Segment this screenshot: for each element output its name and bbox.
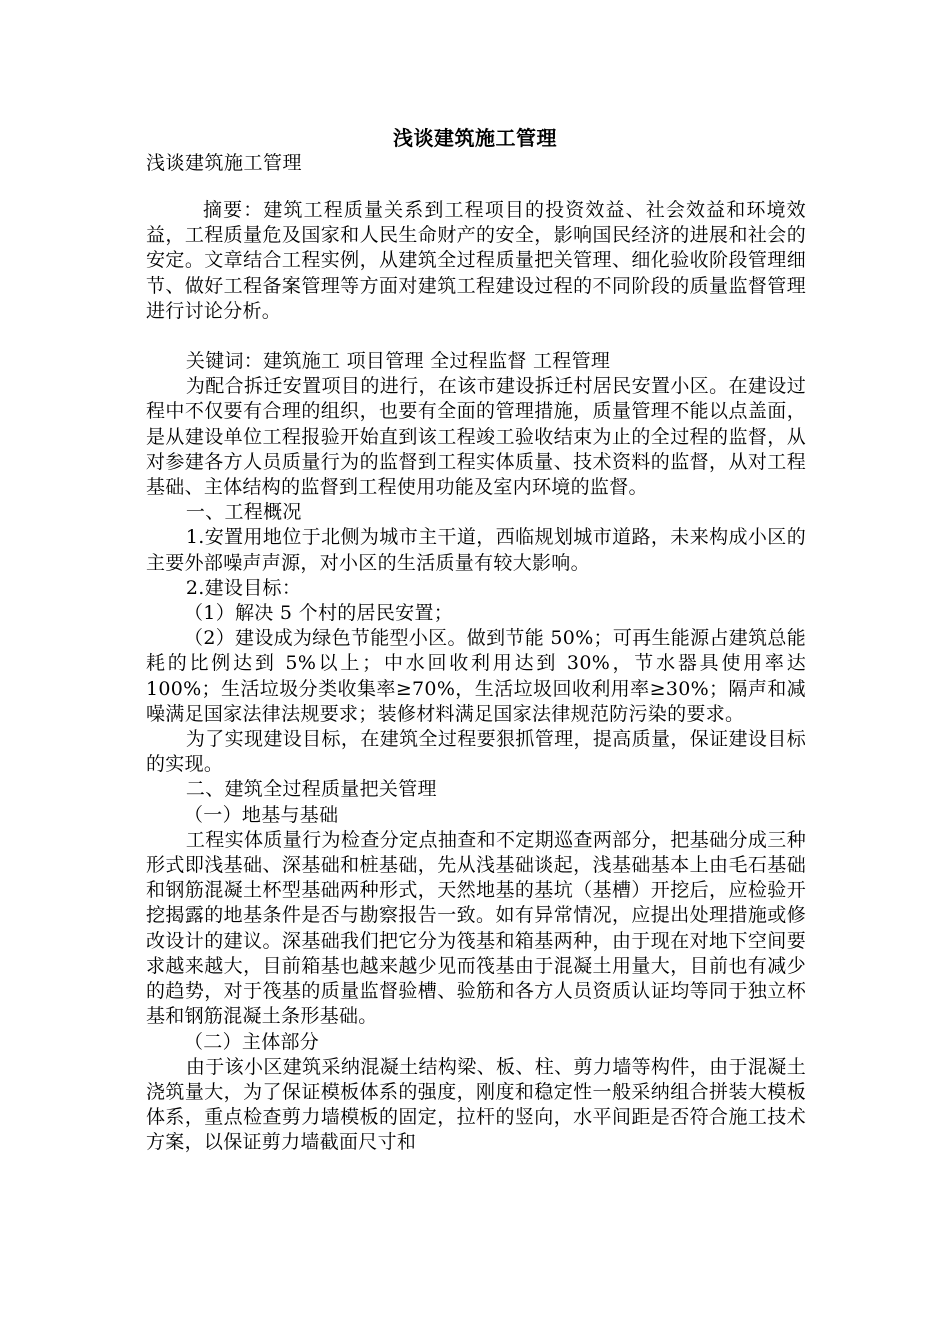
body-paragraph: 工程实体质量行为检查分定点抽查和不定期巡查两部分，把基础分成三种形式即浅基础、深基础和桩基础，先从浅基础谈起，浅基础基本上由毛石基础和钢筋混凝土杯型基础两种形式，天然地基的基坑（基槽）开挖后，应检验开挖揭露的地基条件是否与勘察报告一致。如有异常情况，应提出处理措施或修改设计的建议。深基础我们把它分为筏基和箱基两种，由于现在对地下空间要求越来越大，目前箱基也越来越少见而筏基由于混凝土用量大，目前也有减少的趋势，对于筏基的质量监督验槽、验筋和各方人员资质认证均等同于独立杯基和钢筋混凝土条形基础。 <box>146 828 806 1028</box>
body-paragraph: 由于该小区建筑采纳混凝土结构梁、板、柱、剪力墙等构件，由于混凝土浇筑量大，为了保证模板体系的强度，刚度和稳定性一般采纳组合拼装大模板体系，重点检查剪力墙模板的固定，拉杆的竖向，水平间距是否符合施工技术方案，以保证剪力墙截面尺寸和 <box>146 1055 806 1154</box>
document-body <box>146 198 806 1156</box>
document-subtitle: 浅谈建筑施工管理 <box>146 152 303 174</box>
list-item: （2）建设成为绿色节能型小区。做到节能 50%；可再生能源占建筑总能耗的比例达到 5%以上；中水回收利用达到 30%，节水器具使用率达 100%；生活垃圾分类收集率≥70%，生活垃圾回收利用率≥30%；隔声和减噪满足国家法律法规要求；装修材料满足国家法律规范防污染的要求。 <box>146 627 806 725</box>
blank-line <box>146 324 806 349</box>
body-paragraph: 为了实现建设目标，在建筑全过程要狠抓管理，提高质量，保证建设目标的实现。 <box>146 728 806 776</box>
body-paragraph: 2.建设目标： <box>185 576 302 599</box>
section-heading: 二、建筑全过程质量把关管理 <box>185 778 437 801</box>
keywords-paragraph: 关键词：建筑施工 项目管理 全过程监督 工程管理 <box>185 350 611 373</box>
document-title: 浅谈建筑施工管理 <box>393 126 557 150</box>
body-paragraph: 为配合拆迁安置项目的进行，在该市建设拆迁村居民安置小区。在建设过程中不仅要有合理的组织，也要有全面的管理措施，质量管理不能以点盖面，是从建设单位工程报验开始直到该工程竣工验收结束为止的全过程的监督，从对参建各方人员质量行为的监督到工程实体质量、技术资料的监督，从对工程基础、主体结构的监督到工程使用功能及室内环境的监督。 <box>146 375 806 499</box>
list-item: （1）解决 5 个村的居民安置； <box>184 602 454 625</box>
section-heading: 一、工程概况 <box>185 501 302 524</box>
body-paragraph: 1.安置用地位于北侧为城市主干道，西临规划城市道路，未来构成小区的主要外部噪声声源，对小区的生活质量有较大影响。 <box>146 526 806 574</box>
abstract-paragraph: 摘要：建筑工程质量关系到工程项目的投资效益、社会效益和环境效益，工程质量危及国家和人民生命财产的安全，影响国民经济的进展和社会的安定。文章结合工程实例，从建筑全过程质量把关管理、细化验收阶段管理细节、做好工程备案管理等方面对建筑工程建设过程的不同阶段的质量监督管理进行讨论分析。 <box>146 199 806 322</box>
subsection-heading: （二）主体部分 <box>184 1030 320 1053</box>
subsection-heading: （一）地基与基础 <box>184 803 339 826</box>
